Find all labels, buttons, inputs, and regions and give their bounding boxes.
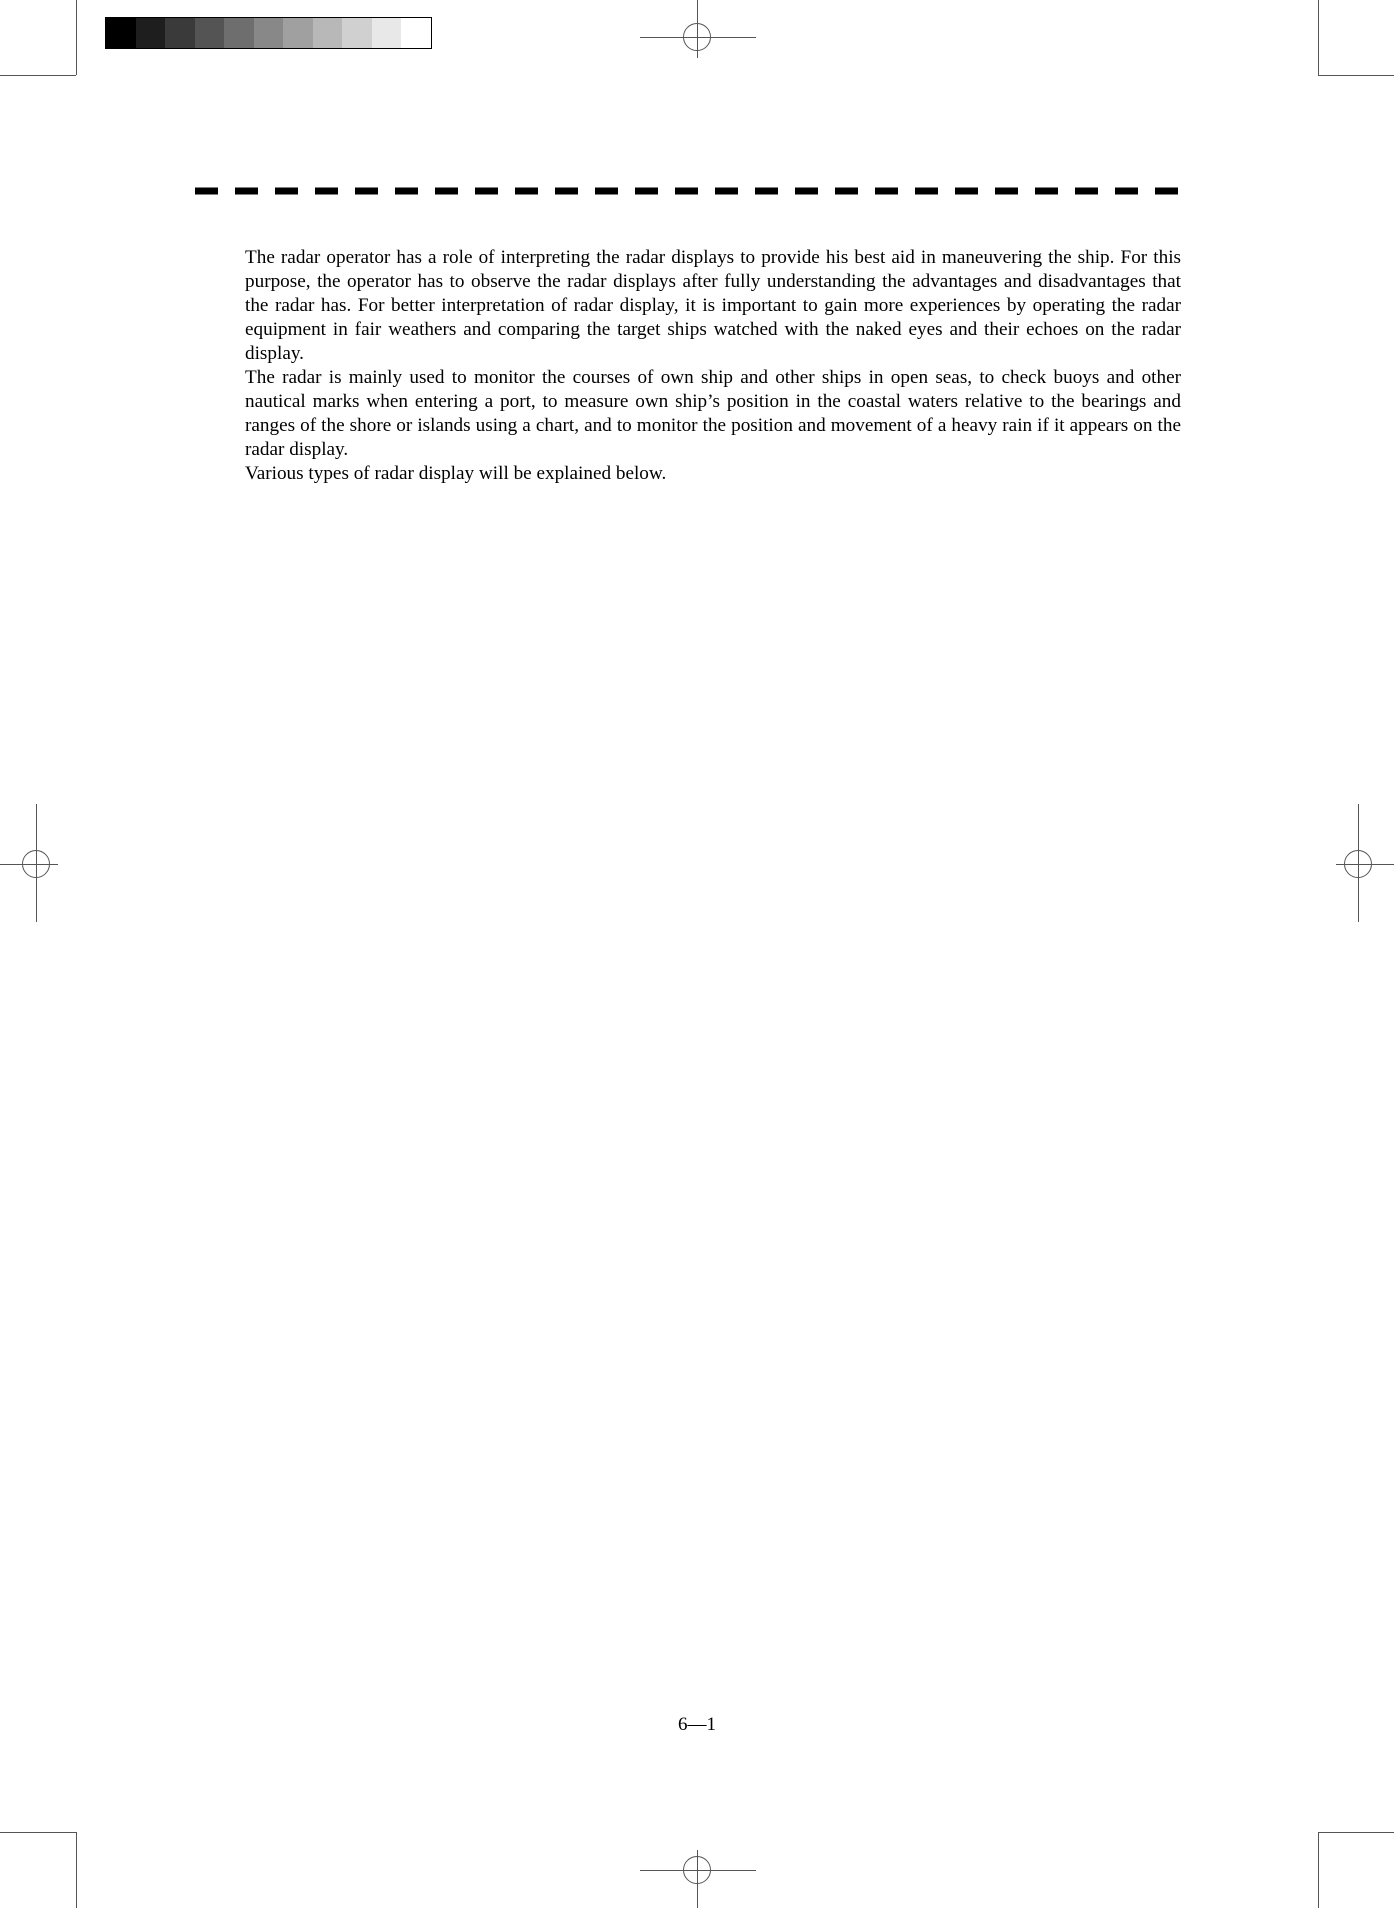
registration-circle [683, 1856, 711, 1884]
crop-mark [76, 1832, 77, 1908]
dashed-heading-rule [195, 187, 1180, 195]
gray-swatch [106, 18, 136, 48]
gray-swatch [224, 18, 254, 48]
gray-swatch [195, 18, 225, 48]
gray-swatch [136, 18, 166, 48]
crop-mark [1318, 0, 1319, 75]
page-number: 6—1 [678, 1714, 716, 1735]
crop-mark [1318, 1832, 1319, 1908]
gray-swatch [401, 18, 431, 48]
gray-swatch [283, 18, 313, 48]
gray-swatch [165, 18, 195, 48]
body-text [245, 246, 1181, 486]
registration-circle [1344, 850, 1372, 878]
gray-swatch [313, 18, 343, 48]
gray-swatch [372, 18, 402, 48]
crop-mark [0, 1832, 76, 1833]
paragraph: Various types of radar display will be explained below. [245, 463, 667, 484]
crop-mark [0, 75, 76, 76]
crop-mark [1318, 75, 1394, 76]
crop-mark [1318, 1832, 1394, 1833]
paragraph: The radar operator has a role of interpreting the radar displays to provide his best aid in maneuvering the ship. For this purpose, the operator has to observe the radar displays after fully understanding the advantages and disadvantages that the radar has. For better interpretation of radar display, it is important to gain more experiences by operating the radar equipment in fair weathers and comparing the target ships watched with the naked eyes and their echoes on the radar display. [245, 247, 1181, 364]
gray-swatch [254, 18, 284, 48]
gray-swatch [342, 18, 372, 48]
grayscale-calibration-bar [105, 17, 432, 49]
crop-mark [76, 0, 77, 75]
paragraph: The radar is mainly used to monitor the courses of own ship and other ships in open seas, to check buoys and other nautical marks when entering a port, to measure own ship’s position in the coastal waters relative to the bearings and ranges of the shore or islands using a chart, and to monitor the position and movement of a heavy rain if it appears on the radar display. [245, 367, 1181, 460]
registration-circle [683, 23, 711, 51]
registration-circle [22, 850, 50, 878]
